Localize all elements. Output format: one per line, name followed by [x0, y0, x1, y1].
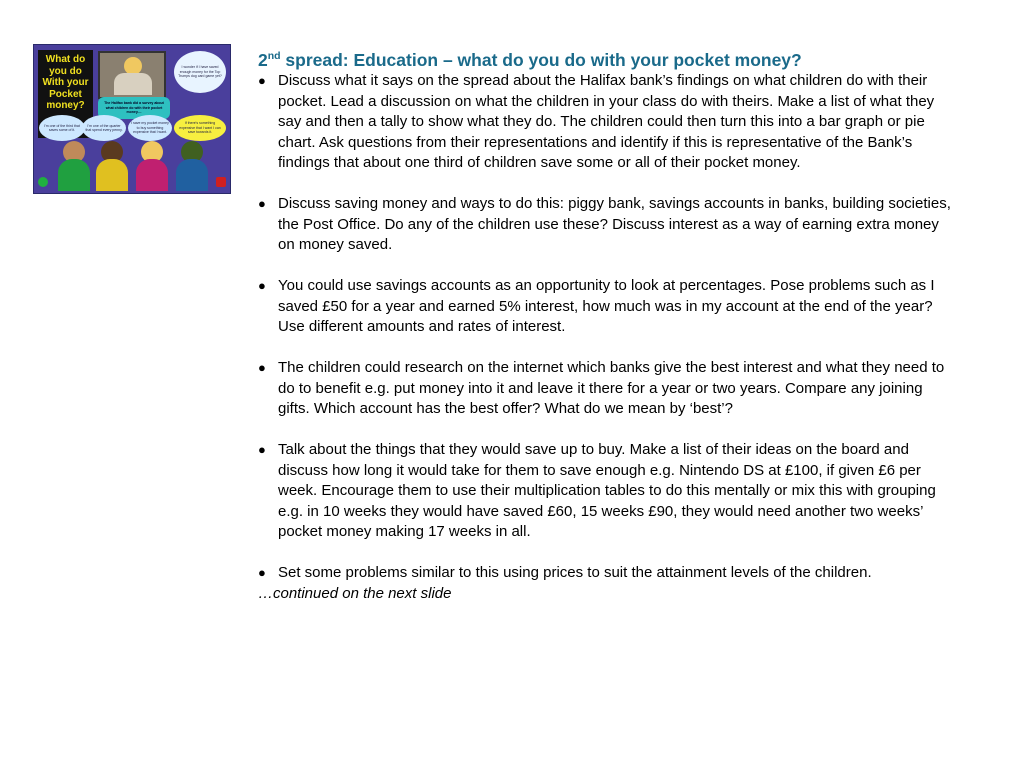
bullet-text: Discuss saving money and ways to do this: piggy bank, savings accounts in banks, building societies, the Post Office. Do any of the children use these? Discuss interest as a way of earning extra money on money saved. [278, 195, 951, 253]
slide-heading [258, 49, 958, 71]
continued-note: …continued on the next slide [258, 584, 452, 602]
heading-superscript: nd [267, 50, 281, 62]
thumbnail-question: What do you do With your Pocket money? [38, 50, 93, 138]
thumbnail-bubble-middle: The Halifax bank did a survey about what children do with their pocket money.... [98, 97, 170, 119]
thumbnail-bubble-1: I'm one of the third that saves some of it. [39, 115, 85, 141]
bullet-text: Talk about the things that they would save up to buy. Make a list of their ideas on the board and discuss how long it would take for them to save enough e.g. Nintendo DS at £100, if given £6 per week. Encourage them to use their multiplication tables to do this mentally or mix this with grouping e.g. in 10 weeks they would have saved £60, 15 weeks £90, they would need another two weeks’ pocket money making 17 weeks in all. [278, 441, 936, 540]
thumbnail-bubble-2: I'm one of the quarter that spend every penny. [82, 115, 126, 141]
child-figure-3 [134, 141, 170, 191]
child-figure-1 [56, 141, 92, 191]
spread-thumbnail [33, 44, 231, 194]
list-item [258, 71, 958, 174]
bullet-text: Discuss what it says on the spread about the Halifax bank’s findings on what children do with their pocket. Lead a discussion on what the children in your class do with theirs. Make a list of what they say and then a tally to show what they do. The children could then turn this into a bar graph or pie chart. Ask questions from their representations and identify if this is representative of the Bank’s findings that about one third of children save some or all of their pocket money. [278, 72, 935, 171]
bullet-text: The children could research on the internet which banks give the best interest and what they need to do to benefit e.g. put money into it and leave it there for a year or two years. Compare any joining gifts. Which account has the best offer? What do we mean by ‘best’? [278, 359, 945, 417]
bullet-list [258, 71, 958, 584]
list-item [258, 440, 958, 543]
bullet-icon: ● [258, 442, 266, 457]
bullet-text: Set some problems similar to this using prices to suit the attainment levels of the children. [278, 564, 872, 581]
list-item [258, 276, 958, 338]
child-figure-2 [94, 141, 130, 191]
list-item [258, 358, 958, 420]
list-item [258, 563, 958, 584]
back-arrow-icon [38, 177, 48, 187]
thumbnail-bubble-3: I save my pocket money to buy something expensive that I want. [128, 115, 172, 141]
bullet-text: You could use savings accounts as an opportunity to look at percentages. Pose problems such as I saved £50 for a year and earned 5% interest, how much was in my account at the end of the year? Use different amounts and rates of interest. [278, 277, 935, 335]
heading-text: spread: Education – what do you do with your pocket money? [280, 50, 802, 70]
bullet-icon: ● [258, 196, 266, 211]
bullet-icon: ● [258, 278, 266, 293]
bullet-icon: ● [258, 73, 266, 88]
bullet-icon: ● [258, 360, 266, 375]
child-figure-4 [174, 141, 210, 191]
thumbnail-bubble-top: I wonder if I have saved enough money for the Top Trumps dog card game yet? [174, 51, 226, 93]
forward-arrow-icon [216, 177, 226, 187]
slide-content [258, 49, 958, 604]
heading-number: 2 [258, 50, 268, 70]
list-item [258, 194, 958, 256]
bullet-icon: ● [258, 565, 266, 580]
thumbnail-photo [98, 51, 166, 99]
thumbnail-bubble-4: If there's something expensive that I want I can save towards it. [174, 115, 226, 141]
